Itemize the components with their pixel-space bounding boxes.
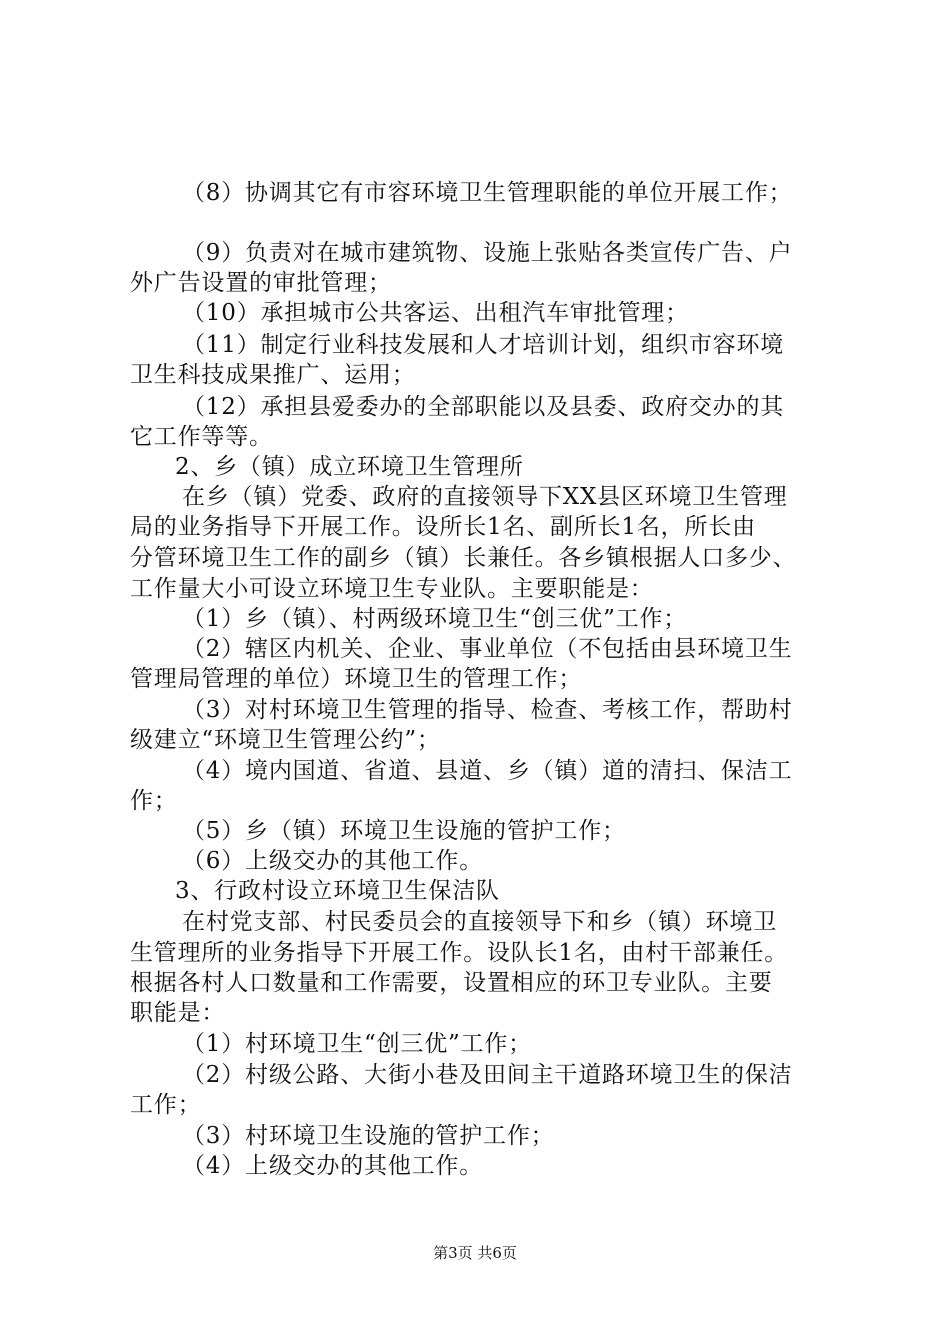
text-line: （4）上级交办的其他工作。 xyxy=(182,1153,484,1179)
text-line: 工作量大小可设立环境卫生专业队。主要职能是： xyxy=(130,576,654,602)
text-line: （4）境内国道、省道、县道、乡（镇）道的清扫、保洁工 xyxy=(182,758,793,784)
text-line: 管理局管理的单位）环境卫生的管理工作； xyxy=(130,666,583,692)
text-line: 级建立“环境卫生管理公约”； xyxy=(130,727,441,753)
text-line: （3）对村环境卫生管理的指导、检查、考核工作，帮助村 xyxy=(182,697,793,723)
text-line: （12）承担县爱委办的全部职能以及县委、政府交办的其 xyxy=(182,394,785,420)
text-line: 作； xyxy=(130,788,178,814)
text-line: （10）承担城市公共客运、出租汽车审批管理； xyxy=(182,300,689,326)
text-line: 外广告设置的审批管理； xyxy=(130,270,392,296)
text-line: 根据各村人口数量和工作需要，设置相应的环卫专业队。主要 xyxy=(130,970,773,996)
text-line: （9）负责对在城市建筑物、设施上张贴各类宣传广告、户 xyxy=(182,240,793,266)
text-line: （1）村环境卫生“创三优”工作； xyxy=(182,1031,532,1057)
text-line: （11）制定行业科技发展和人才培训计划，组织市容环境 xyxy=(182,332,785,358)
section-heading: 2、乡（镇）成立环境卫生管理所 xyxy=(175,454,524,480)
text-line: （1）乡（镇）、村两级环境卫生“创三优”工作； xyxy=(182,606,688,632)
text-line: 工作； xyxy=(130,1092,202,1118)
section-heading: 3、行政村设立环境卫生保洁队 xyxy=(175,878,500,904)
text-line: （5）乡（镇）环境卫生设施的管护工作； xyxy=(182,818,626,844)
text-line: 在村党支部、村民委员会的直接领导下和乡（镇）环境卫 xyxy=(182,909,777,935)
text-line: （3）村环境卫生设施的管护工作； xyxy=(182,1123,555,1149)
text-line: （8）协调其它有市容环境卫生管理职能的单位开展工作； xyxy=(182,180,793,206)
text-line: （2）村级公路、大街小巷及田间主干道路环境卫生的保洁 xyxy=(182,1062,793,1088)
text-line: 卫生科技成果推广、运用； xyxy=(130,362,416,388)
text-line: 职能是： xyxy=(130,1000,226,1026)
text-line: （2）辖区内机关、企业、事业单位（不包括由县环境卫生 xyxy=(182,636,793,662)
text-line: 它工作等等。 xyxy=(130,424,273,450)
text-line: 在乡（镇）党委、政府的直接领导下XX县区环境卫生管理 xyxy=(182,484,788,510)
text-line: 分管环境卫生工作的副乡（镇）长兼任。各乡镇根据人口多少、 xyxy=(130,545,797,571)
text-line: 生管理所的业务指导下开展工作。设队长1名，由村干部兼任。 xyxy=(130,940,789,966)
text-line: 局的业务指导下开展工作。设所长1名、副所长1名，所长由 xyxy=(130,514,756,540)
text-line: （6）上级交办的其他工作。 xyxy=(182,848,484,874)
page-number-footer: 第3页 共6页 xyxy=(433,1244,517,1262)
